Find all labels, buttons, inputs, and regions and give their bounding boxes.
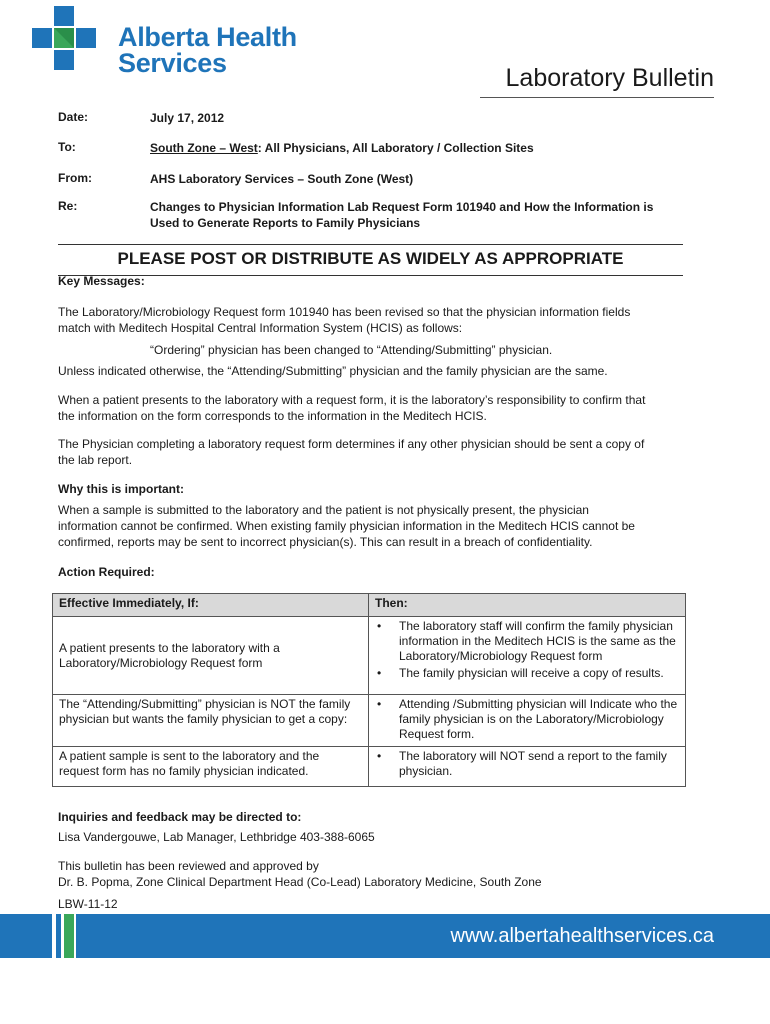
footer-accent-icon [52, 914, 82, 958]
to-label: To: [58, 140, 76, 154]
inquiries-contact: Lisa Vandergouwe, Lab Manager, Lethbridge 403-388-6065 [58, 830, 375, 844]
p1-line-2: match with Meditech Hospital Central Information System (HCIS) as follows: [58, 321, 463, 335]
list-item [375, 697, 679, 742]
why-line-3: confirmed, reports may be sent to incorrect physician(s). This can result in a breach of confidentiality. [58, 535, 593, 549]
re-label: Re: [58, 199, 78, 213]
bullet-icon: • [377, 619, 382, 633]
outcome-text: The family physician will receive a copy of results. [399, 666, 664, 680]
ordering-change-note: “Ordering” physician has been changed to “Attending/Submitting” physician. [150, 343, 553, 357]
bulletin-code: LBW-11-12 [58, 897, 118, 911]
review-line-1: This bulletin has been reviewed and approved by [58, 859, 319, 873]
action-table-header [53, 594, 686, 617]
distribution-banner: PLEASE POST OR DISTRIBUTE AS WIDELY AS APPROPRIATE [58, 244, 683, 276]
title-underline [480, 97, 714, 98]
bullet-icon: • [377, 666, 382, 680]
list-item [375, 619, 679, 664]
row-3-condition: A patient sample is sent to the laboratory and the request form has no family physician indicated. [53, 747, 369, 787]
outcome-text: Attending /Submitting physician will Indicate who the family physician is on the Laboratory/Microbiology Request form. [399, 697, 678, 741]
logo-line-2: Services [118, 48, 227, 78]
logo-line-1: Alberta Health [118, 22, 297, 52]
footer-website-link[interactable]: www.albertahealthservices.ca [450, 925, 714, 947]
why-line-1: When a sample is submitted to the laboratory and the patient is not physically present, the physician [58, 503, 589, 517]
list-item [375, 749, 679, 779]
row-1-outcome [369, 617, 686, 695]
why-heading: Why this is important: [58, 482, 184, 496]
why-line-2: information cannot be confirmed. When existing family physician information in the Meditech HCIS cannot be [58, 519, 635, 533]
review-note [58, 858, 688, 890]
to-zone: South Zone – West [150, 141, 258, 155]
outcome-text: The laboratory will NOT send a report to the family physician. [399, 749, 667, 778]
to-value [150, 140, 690, 156]
from-value: AHS Laboratory Services – South Zone (West) [150, 172, 414, 186]
p3-line-2: the information on the form corresponds to the information in the Meditech HCIS. [58, 409, 487, 423]
document-title: Laboratory Bulletin [505, 64, 714, 92]
action-table [52, 593, 686, 787]
why-paragraph [58, 502, 688, 550]
review-line-2: Dr. B. Popma, Zone Clinical Department Head (Co-Lead) Laboratory Medicine, South Zone [58, 875, 542, 889]
date-value: July 17, 2012 [150, 111, 225, 125]
key-messages-paragraph-3 [58, 392, 688, 424]
col-then-header: Then: [369, 594, 686, 617]
bullet-icon: • [377, 697, 382, 711]
outcome-text: The laboratory staff will confirm the family physician information in the Meditech HCIS is the same as the Laboratory/Microbiology Request form [399, 619, 676, 663]
date-label: Date: [58, 110, 89, 124]
to-recipients: : All Physicians, All Laboratory / Collection Sites [257, 141, 534, 155]
list-item [375, 666, 679, 681]
key-messages-paragraph-1 [58, 304, 688, 336]
inquiries-heading: Inquiries and feedback may be directed to: [58, 810, 302, 824]
table-row [53, 747, 686, 787]
re-line-2: Used to Generate Reports to Family Physicians [150, 216, 421, 230]
p4-line-2: the lab report. [58, 453, 133, 467]
action-heading: Action Required: [58, 565, 155, 579]
key-messages-heading: Key Messages: [58, 274, 145, 288]
p4-line-1: The Physician completing a laboratory request form determines if any other physician should be sent a copy of [58, 437, 645, 451]
row-2-outcome [369, 695, 686, 747]
re-line-1: Changes to Physician Information Lab Request Form 101940 and How the Information is [150, 200, 654, 214]
re-value [150, 199, 690, 231]
bullet-icon: • [377, 749, 382, 763]
p1-line-1: The Laboratory/Microbiology Request form 101940 has been revised so that the physician information fields [58, 305, 631, 319]
table-row [53, 617, 686, 695]
ahs-logo-text [118, 24, 297, 76]
key-messages-paragraph-2: Unless indicated otherwise, the “Attending/Submitting” physician and the family physician are the same. [58, 364, 608, 378]
key-messages-paragraph-4 [58, 436, 688, 468]
col-if-header: Effective Immediately, If: [53, 594, 369, 617]
table-row [53, 695, 686, 747]
row-3-outcome [369, 747, 686, 787]
ahs-logo-icon [32, 6, 108, 78]
row-1-condition: A patient presents to the laboratory with a Laboratory/Microbiology Request form [53, 617, 369, 695]
row-2-condition: The “Attending/Submitting” physician is NOT the family physician but wants the family physician to get a copy: [53, 695, 369, 747]
p3-line-1: When a patient presents to the laboratory with a request form, it is the laboratory’s responsibility to confirm that [58, 393, 646, 407]
from-label: From: [58, 171, 92, 185]
